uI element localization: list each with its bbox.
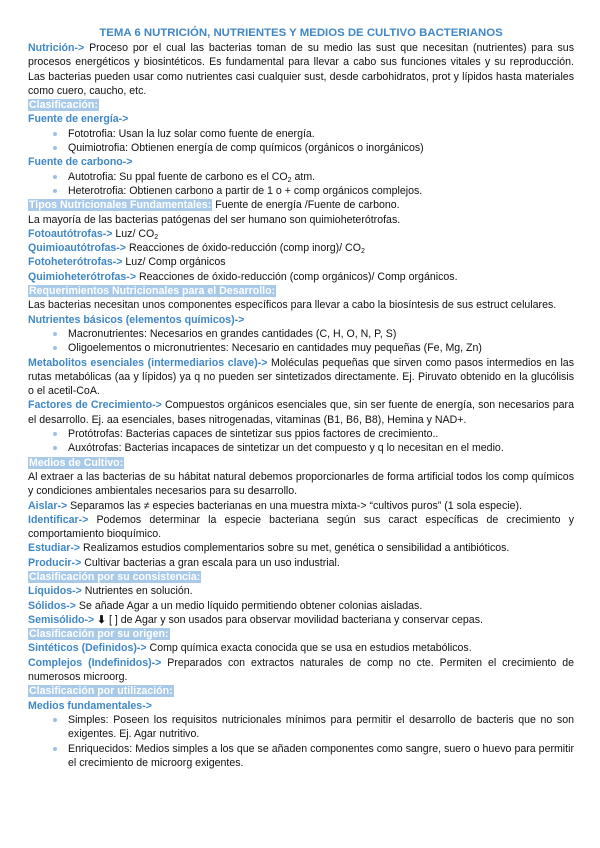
nutrientes-basicos-subheading: Nutrientes básicos (elementos químicos)-> [28,313,245,326]
aislar-line [28,499,574,513]
requerimientos-text: Las bacterias necesitan unos componentes específicos para llevar a cabo la biosíntesis de sus estruct celulares. [28,299,557,312]
list-item: Quimiotrofia: Obtienen energía de comp químicos (orgánicos o inorgánicos) [68,141,574,155]
list-item: Enriquecidos: Medios simples a los que se añaden componentes como sangre, suero o huevo para permitir el crecimiento de microorg exigentes. [68,742,574,769]
medios-text: Al extraer a las bacterias de su hábitat natural debemos proporcionarles de forma artificial todos los comp químicos y condiciones ambientales necesarios para su desarrollo. [28,470,574,498]
list-item: Auxótrofas: Bacterias incapaces de sintetizar un det compuesto y q lo necesitan en el medio. [68,441,574,455]
factores-text: Compuestos orgánicos esenciales que, sin ser fuente de energía, son necesarios para el desarrollo. Ej. aa esenciales, bases nitrogenadas, vitaminas (B1, B6, B8), Hemina y NAD+. [28,399,574,426]
solidos-line [28,599,574,613]
aislar-text: Separamos las ≠ especies bacterianas en una muestra mixta-> “cultivos puros” (1 sola especie). [67,499,522,512]
factores-list [28,427,574,456]
requerimientos-section [28,284,574,298]
consistencia-section [28,570,574,584]
sinteticos-line [28,641,574,655]
fotoheterotrofas-line [28,255,574,269]
producir-term: Producir-> [28,556,82,569]
quimioautotrofas-text: Reacciones de óxido-reducción (comp inorg)/ CO [126,242,361,255]
solidos-text: Se añade Agar a un medio líquido permitiendo obtener colonias aisladas. [75,599,423,612]
medios-fundamentales-subheading: Medios fundamentales-> [28,699,152,712]
fuente-carbono-subheading: Fuente de carbono-> [28,156,133,169]
tipos-line: La mayoría de las bacterias patógenas del ser humano son quimioheterótrofas. [28,213,401,226]
consistencia-header: Clasificación por su consistencia: [29,570,201,583]
estudiar-line [28,541,574,555]
estudiar-term: Estudiar-> [28,542,81,555]
fotoautotrofas-line [28,227,574,241]
nutrientes-list [28,327,574,356]
fuente-energia-list [28,127,574,156]
liquidos-line [28,584,574,598]
autotrofia-text-end: atm. [291,170,316,183]
fotoheterotrofas-term: Fotoheterótrofas-> [28,256,123,269]
fotoautotrofas-term: Fotoautótrofas-> [28,227,113,240]
semisolido-term: Semisólido-> [28,613,95,626]
fotoautotrofas-text: Luz/ CO [112,227,155,240]
liquidos-text: Nutrientes en solución. [81,585,193,598]
factores-paragraph [28,398,574,427]
utilizacion-section [28,684,574,698]
tipos-header: Tipos Nutricionales Fundamentales: [29,199,212,212]
sinteticos-term: Sintéticos (Definidos)-> [28,642,147,655]
identificar-text: Podemos determinar la especie bacteriana según sus caract específicas de crecimiento y comportamiento bioquímico. [28,513,574,541]
metabolitos-text: Moléculas pequeñas que sirven como pasos intermedios en las rutas metabólicas (aa y lípidos) ya q no pueden ser sintetizados directamente. Ej. Piruvato obtenido en la glucólisis o el acetil-CoA. [28,356,574,398]
utilizacion-header: Clasificación por utilización: [29,685,173,698]
producir-line [28,556,574,570]
subscript: 2 [360,248,365,256]
quimioheterotrofas-term: Quimioheterótrofas-> [28,270,137,283]
list-item: Oligoelementos o micronutrientes: Necesario en cantidades muy pequeñas (Fe, Mg, Zn) [68,341,574,355]
identificar-line [28,513,574,542]
document-page [28,26,574,770]
fotoheterotrofas-text: Luz/ Comp orgánicos [122,256,226,269]
fuente-energia-subheading: Fuente de energía-> [28,113,129,126]
complejos-term: Complejos (Indefinidos)-> [28,656,162,669]
semisolido-line [28,613,574,627]
origen-section [28,627,574,641]
producir-text: Cultivar bacterias a gran escala para un uso industrial. [81,556,340,569]
autotrofia-text: Autotrofia: Su ppal fuente de carbono es el CO [68,170,288,183]
document-title: TEMA 6 NUTRICIÓN, NUTRIENTES Y MEDIOS DE CULTIVO BACTERIANOS [99,27,503,39]
complejos-line [28,656,574,685]
quimioheterotrofas-text: Reacciones de óxido-reducción (comp orgánicos)/ Comp orgánicos. [136,270,458,283]
fuente-carbono-list [28,170,574,199]
subscript: 2 [154,233,159,241]
requerimientos-header: Requerimientos Nutricionales para el Desarrollo: [29,285,276,298]
medios-fundamentales-list [28,713,574,770]
metabolitos-term: Metabolitos esenciales (intermediarios clave)-> [28,356,268,369]
clasificacion-header: Clasificación: [29,99,98,112]
metabolitos-paragraph [28,356,574,399]
factores-term: Factores de Crecimiento-> [28,399,162,412]
semisolido-text: [ ] de Agar y son usados para observar movilidad bacteriana y conservar cepas. [106,613,483,626]
solidos-term: Sólidos-> [28,599,76,612]
medios-section [28,456,574,470]
tipos-header-text: Fuente de energía /Fuente de carbono. [212,199,400,212]
aislar-term: Aislar-> [28,499,68,512]
list-item [68,170,574,184]
list-item: Protótrofas: Bacterias capaces de sintetizar sus ppios factores de crecimiento.. [68,427,574,441]
origen-header: Clasificación por su origen: [29,628,169,641]
down-arrow-icon: ⬇ [94,613,107,626]
nutricion-term: Nutrición-> [28,42,85,54]
list-item: Fototrofia: Usan la luz solar como fuente de energía. [68,127,574,141]
liquidos-term: Líquidos-> [28,585,82,598]
subscript: 2 [287,176,292,184]
tipos-section [28,198,574,212]
nutricion-text: Proceso por el cual las bacterias toman de su medio las sust que necesitan (nutrientes) para sus procesos energéticos y biosintéticos. Es fundamental para llevar a cabo sus funciones vitales y su reproducción. Las bacterias pueden usar como nutrientes casi cualquier sust, desde carbohidratos, prot y lípidos hasta materiales como cuero, caucho, etc. [28,42,574,97]
quimioheterotrofas-line [28,270,574,284]
complejos-text: Preparados con extractos naturales de comp no cte. Permiten el crecimiento de numerosos microorg. [28,656,575,684]
list-item: Macronutrientes: Necesarios en grandes cantidades (C, H, O, N, P, S) [68,327,574,341]
estudiar-text: Realizamos estudios complementarios sobre su met, genética o sensibilidad a antibióticos. [80,542,510,555]
clasificacion-section [28,98,574,112]
list-item: Heterotrofia: Obtienen carbono a partir de 1 o + comp orgánicos complejos. [68,184,574,198]
quimioautotrofas-term: Quimioautótrofas-> [28,242,126,255]
identificar-term: Identificar-> [28,513,89,526]
sinteticos-text: Comp química exacta conocida que se usa en estudios metabólicos. [146,642,472,655]
nutricion-paragraph [28,41,574,98]
quimioautotrofas-line [28,241,574,255]
medios-header: Medios de Cultivo: [29,456,124,469]
list-item: Simples: Poseen los requisitos nutricionales mínimos para permitir el desarrollo de bacteris que no son exigentes. Ej. Agar nutritivo. [68,713,574,741]
